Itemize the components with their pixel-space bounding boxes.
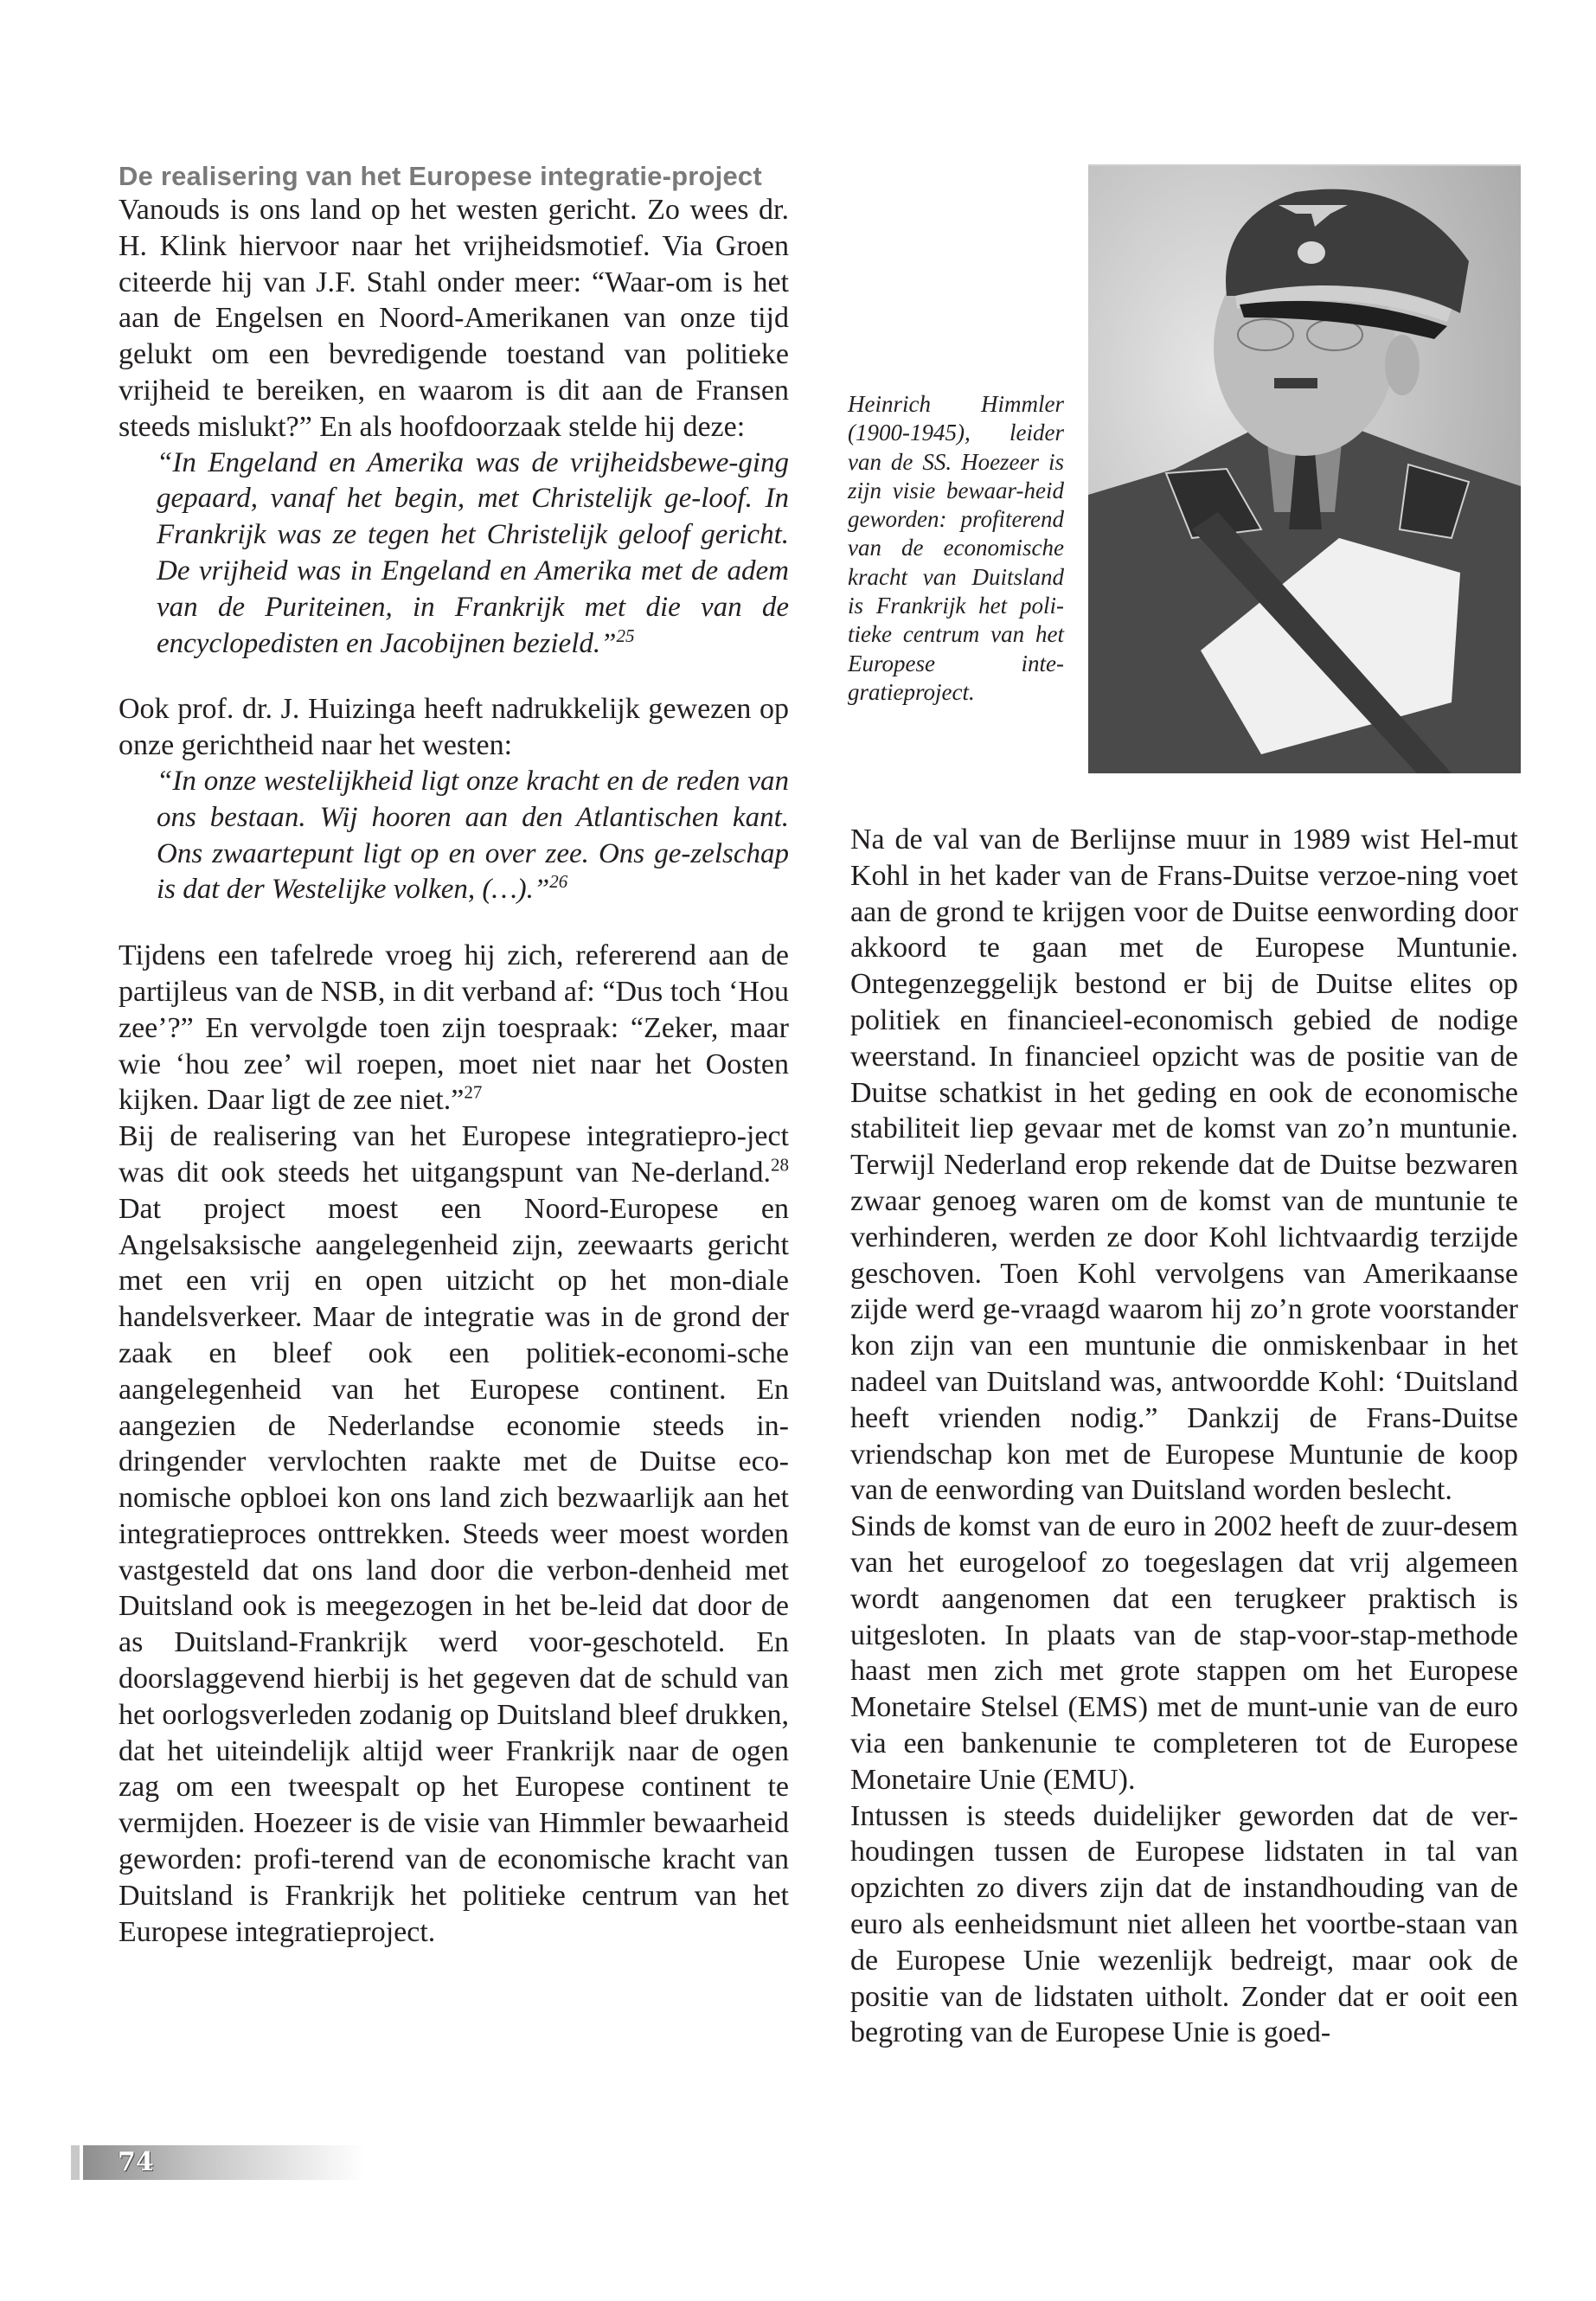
- footer-strip: [71, 2145, 80, 2180]
- spacer: [119, 662, 789, 691]
- page-footer: [71, 2145, 365, 2180]
- spacer: [119, 908, 789, 938]
- paragraph-kohl: Na de val van de Berlijnse muur in 1989 wist Hel-mut Kohl in het kader van de Frans-Duitse verzoe-ning voet aan de grond te krijgen voor de Duitse eenwording door akkoord te gaan met de Europese Muntunie. Ontegenzeggelijk bestond er bij de Duitse elites op politiek en financieel-economisch gebied de nodige weerstand. In financieel opzicht was de positie van de Duitse schatkist in het geding en ook de economische stabiliteit liep gevaar met de komst van zo’n muntunie. Terwijl Nederland erop rekende dat de Duitse bezwaren zwaar genoeg waren om de komst van de muntunie te verhinderen, werden ze door Kohl lichtvaardig terzijde geschoven. Toen Kohl vervolgens van Amerikaanse zijde werd ge-vraagd waarom hij zo’n grote voorstander kon zijn van een muntunie die onmiskenbaar in het nadeel van Duitsland was, antwoordde Kohl: ‘Duitsland heeft vrienden nodig.” Dankzij de Frans-Duitse vriendschap kon met de Europese Muntunie de koop van de eenwording van Duitsland worden beslecht.: [850, 824, 1518, 1507]
- footnote-ref: 28: [771, 1154, 789, 1176]
- paragraph-euro: Sinds de komst van de euro in 2002 heeft de zuur-desem van het eurogeloof zo toegeslagen dat vrij algemeen wordt aangenomen dat een terugkeer praktisch is uitgesloten. In plaats van de stap-voor-stap-methode haast men zich met grote stappen om het Europese Monetaire Stelsel (EMS) met de munt-unie van de euro via een bankenunie te completeren tot de Europese Monetaire Unie (EMU).: [850, 1510, 1518, 1796]
- paragraph-text: Dat project moest een Noord-Europese en Angelsaksische aangelegenheid zijn, zeewaarts gericht met een vrij en open uitzicht op het mon-diale handelsverkeer. Maar de integratie was in de grond der zaak en bleef ook een politiek-economi-sche aangelegenheid van het Europese continent. En aangezien de Nederlandse economie steeds in-dringender vervlochten raakte met de Duitse eco-nomische opbloei kon ons land zich bezwaarlijk aan het integratieproces onttrekken. Steeds weer moest worden vastgesteld dat ons land door die verbon-denheid met Duitsland ook is meegezogen in het be-leid dat door de as Duitsland-Frankrijk werd voor-geschoteld. En doorslaggevend hierbij is het gegeven dat de schuld van het oorlogsverleden zodanig op Duitsland bleef drukken, dat het uiteindelijk altijd weer Frankrijk naar de ogen zag om een tweespalt op het Europese continent te vermijden. Hoezeer is de visie van Himmler bewaarheid geworden: profi-terend van de economische kracht van Duitsland is Frankrijk het politieke centrum van het Europese integratieproject.: [119, 1192, 789, 1948]
- section-heading: De realisering van het Europese integratie-project: [119, 161, 762, 191]
- paragraph-lidstaten: Intussen is steeds duidelijker geworden dat de ver-houdingen tussen de Europese lidstaten in tal van opzichten zo divers zijn dat de instandhouding van de euro als eenheidsmunt niet alleen het voortbe-staan van de Europese Unie wezenlijk bedreigt, maar ook de positie van de lidstaten uitholt. Zonder dat er ooit een begroting van de Europese Unie is goed-: [850, 1799, 1518, 2049]
- paragraph-text: Bij de realisering van het Europese integratiepro-ject was dit ook steeds het uitgangspunt van Ne-derland.: [119, 1120, 789, 1189]
- block-quote-stahl: [157, 445, 789, 663]
- footnote-ref: 27: [464, 1082, 483, 1103]
- footnote-ref: 25: [616, 625, 635, 646]
- paragraph-text: Tijdens een tafelrede vroeg hij zich, refererend aan de partijleus van de NSB, in dit verband af: “Dus toch ‘Hou zee’?” En vervolgde toen zijn toespraak: “Zeker, maar wie ‘hou zee’ wil roepen, moet niet naar het Oosten kijken. Daar ligt de zee niet.”: [119, 939, 789, 1117]
- block-quote-huizinga: [157, 764, 789, 908]
- page-number: 74: [118, 2147, 154, 2177]
- paragraph-intro: Vanouds is ons land op het westen gericht. Zo wees dr. H. Klink hiervoor naar het vrijheidsmotief. Via Groen citeerde hij van J.F. Stahl onder meer: “Waar-om is het aan de Engelsen en Noord-Amerikanen van onze tijd gelukt om een bevredigende toestand van politieke vrijheid te bereiken, en waarom is dit aan de Fransen steeds mislukt?” En als hoofdoorzaak stelde hij deze:: [119, 194, 789, 443]
- quote-text: “In onze westelijkheid ligt onze kracht en de reden van ons bestaan. Wij hooren aan den Atlantischen kant. Ons zwaartepunt ligt op en over zee. Ons ge-zelschap is dat der Westelijke volken, (…).”: [157, 765, 789, 906]
- photo-caption: Heinrich Himmler (1900-1945), leider van de SS. Hoezeer is zijn visie bewaar-heid geworden: profiterend van de economische kracht van Duitsland is Frankrijk het poli-tieke centrum van het Europese inte-gratieproject.: [848, 391, 1064, 705]
- paragraph-huizinga: Ook prof. dr. J. Huizinga heeft nadrukkelijk gewezen op onze gerichtheid naar het westen:: [119, 693, 789, 762]
- right-column: [850, 822, 1518, 2051]
- portrait-photo: [1088, 164, 1521, 773]
- paragraph-tafelrede: [119, 938, 789, 1118]
- paragraph-integration: [119, 1118, 789, 1950]
- quote-text: “In Engeland en Amerika was de vrijheidsbewe-ging gepaard, vanaf het begin, met Christelijk ge-loof. In Frankrijk was ze tegen het Christelijk geloof gericht. De vrijheid was in Engeland en Amerika met de adem van de Puriteinen, in Frankrijk met die van de encyclopedisten en Jacobijnen bezield.”: [157, 446, 789, 659]
- footnote-ref: 26: [549, 871, 568, 893]
- left-column: [119, 160, 789, 1950]
- himmler-portrait-image: [1088, 166, 1521, 773]
